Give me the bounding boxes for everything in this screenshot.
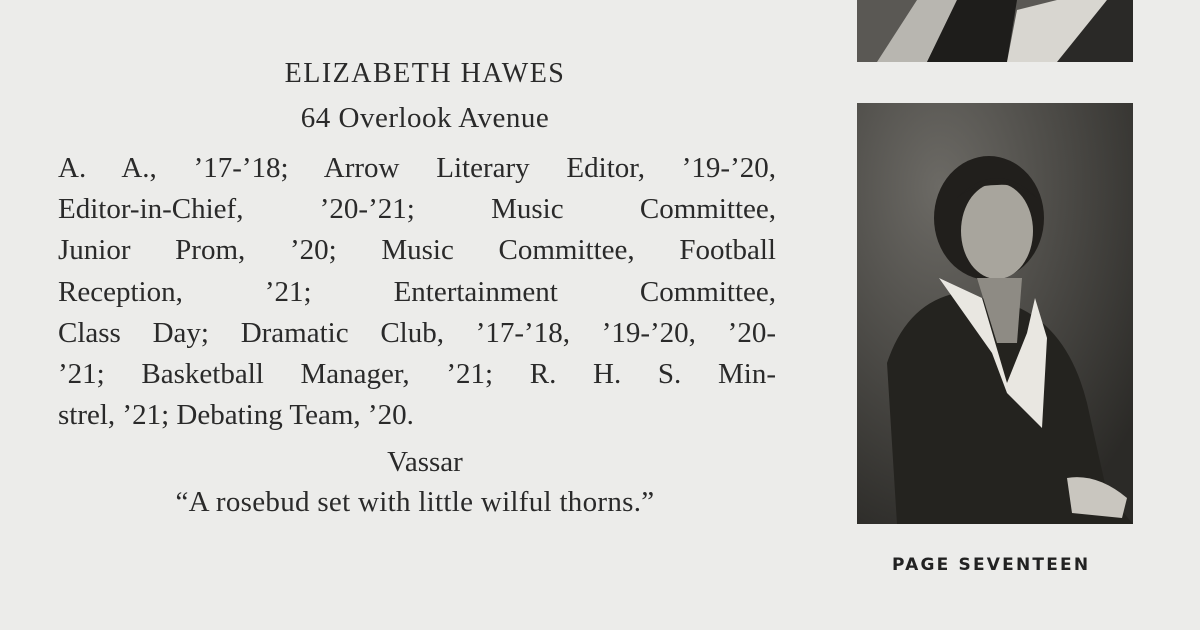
activities-line: Junior Prom, ’20; Music Committee, Football	[58, 234, 776, 267]
activities-line: Reception, ’21; Entertainment Committee,	[58, 275, 776, 308]
student-address: 64 Overlook Avenue	[300, 102, 550, 134]
activities-line: Editor-in-Chief, ’20-’21; Music Committee,	[58, 193, 776, 226]
activities-line: A. A., ’17-’18; Arrow Literary Editor, ’19-’20,	[58, 152, 776, 184]
previous-portrait-photo	[857, 0, 1133, 62]
activities-line: Class Day; Dramatic Club, ’17-’18, ’19-’20, ’20-	[58, 316, 776, 349]
activities-paragraph	[58, 148, 776, 436]
student-portrait-photo	[857, 103, 1133, 524]
activities-line: strel, ’21; Debating Team, ’20.	[58, 399, 414, 432]
quote: “A rosebud set with little wilful thorns.”	[175, 486, 655, 518]
page-number-label: PAGE SEVENTEEN	[892, 555, 1091, 575]
activities-line: ’21; Basketball Manager, ’21; R. H. S. Min-	[58, 357, 776, 390]
college: Vassar	[387, 446, 463, 478]
student-name: ELIZABETH HAWES	[284, 58, 566, 89]
